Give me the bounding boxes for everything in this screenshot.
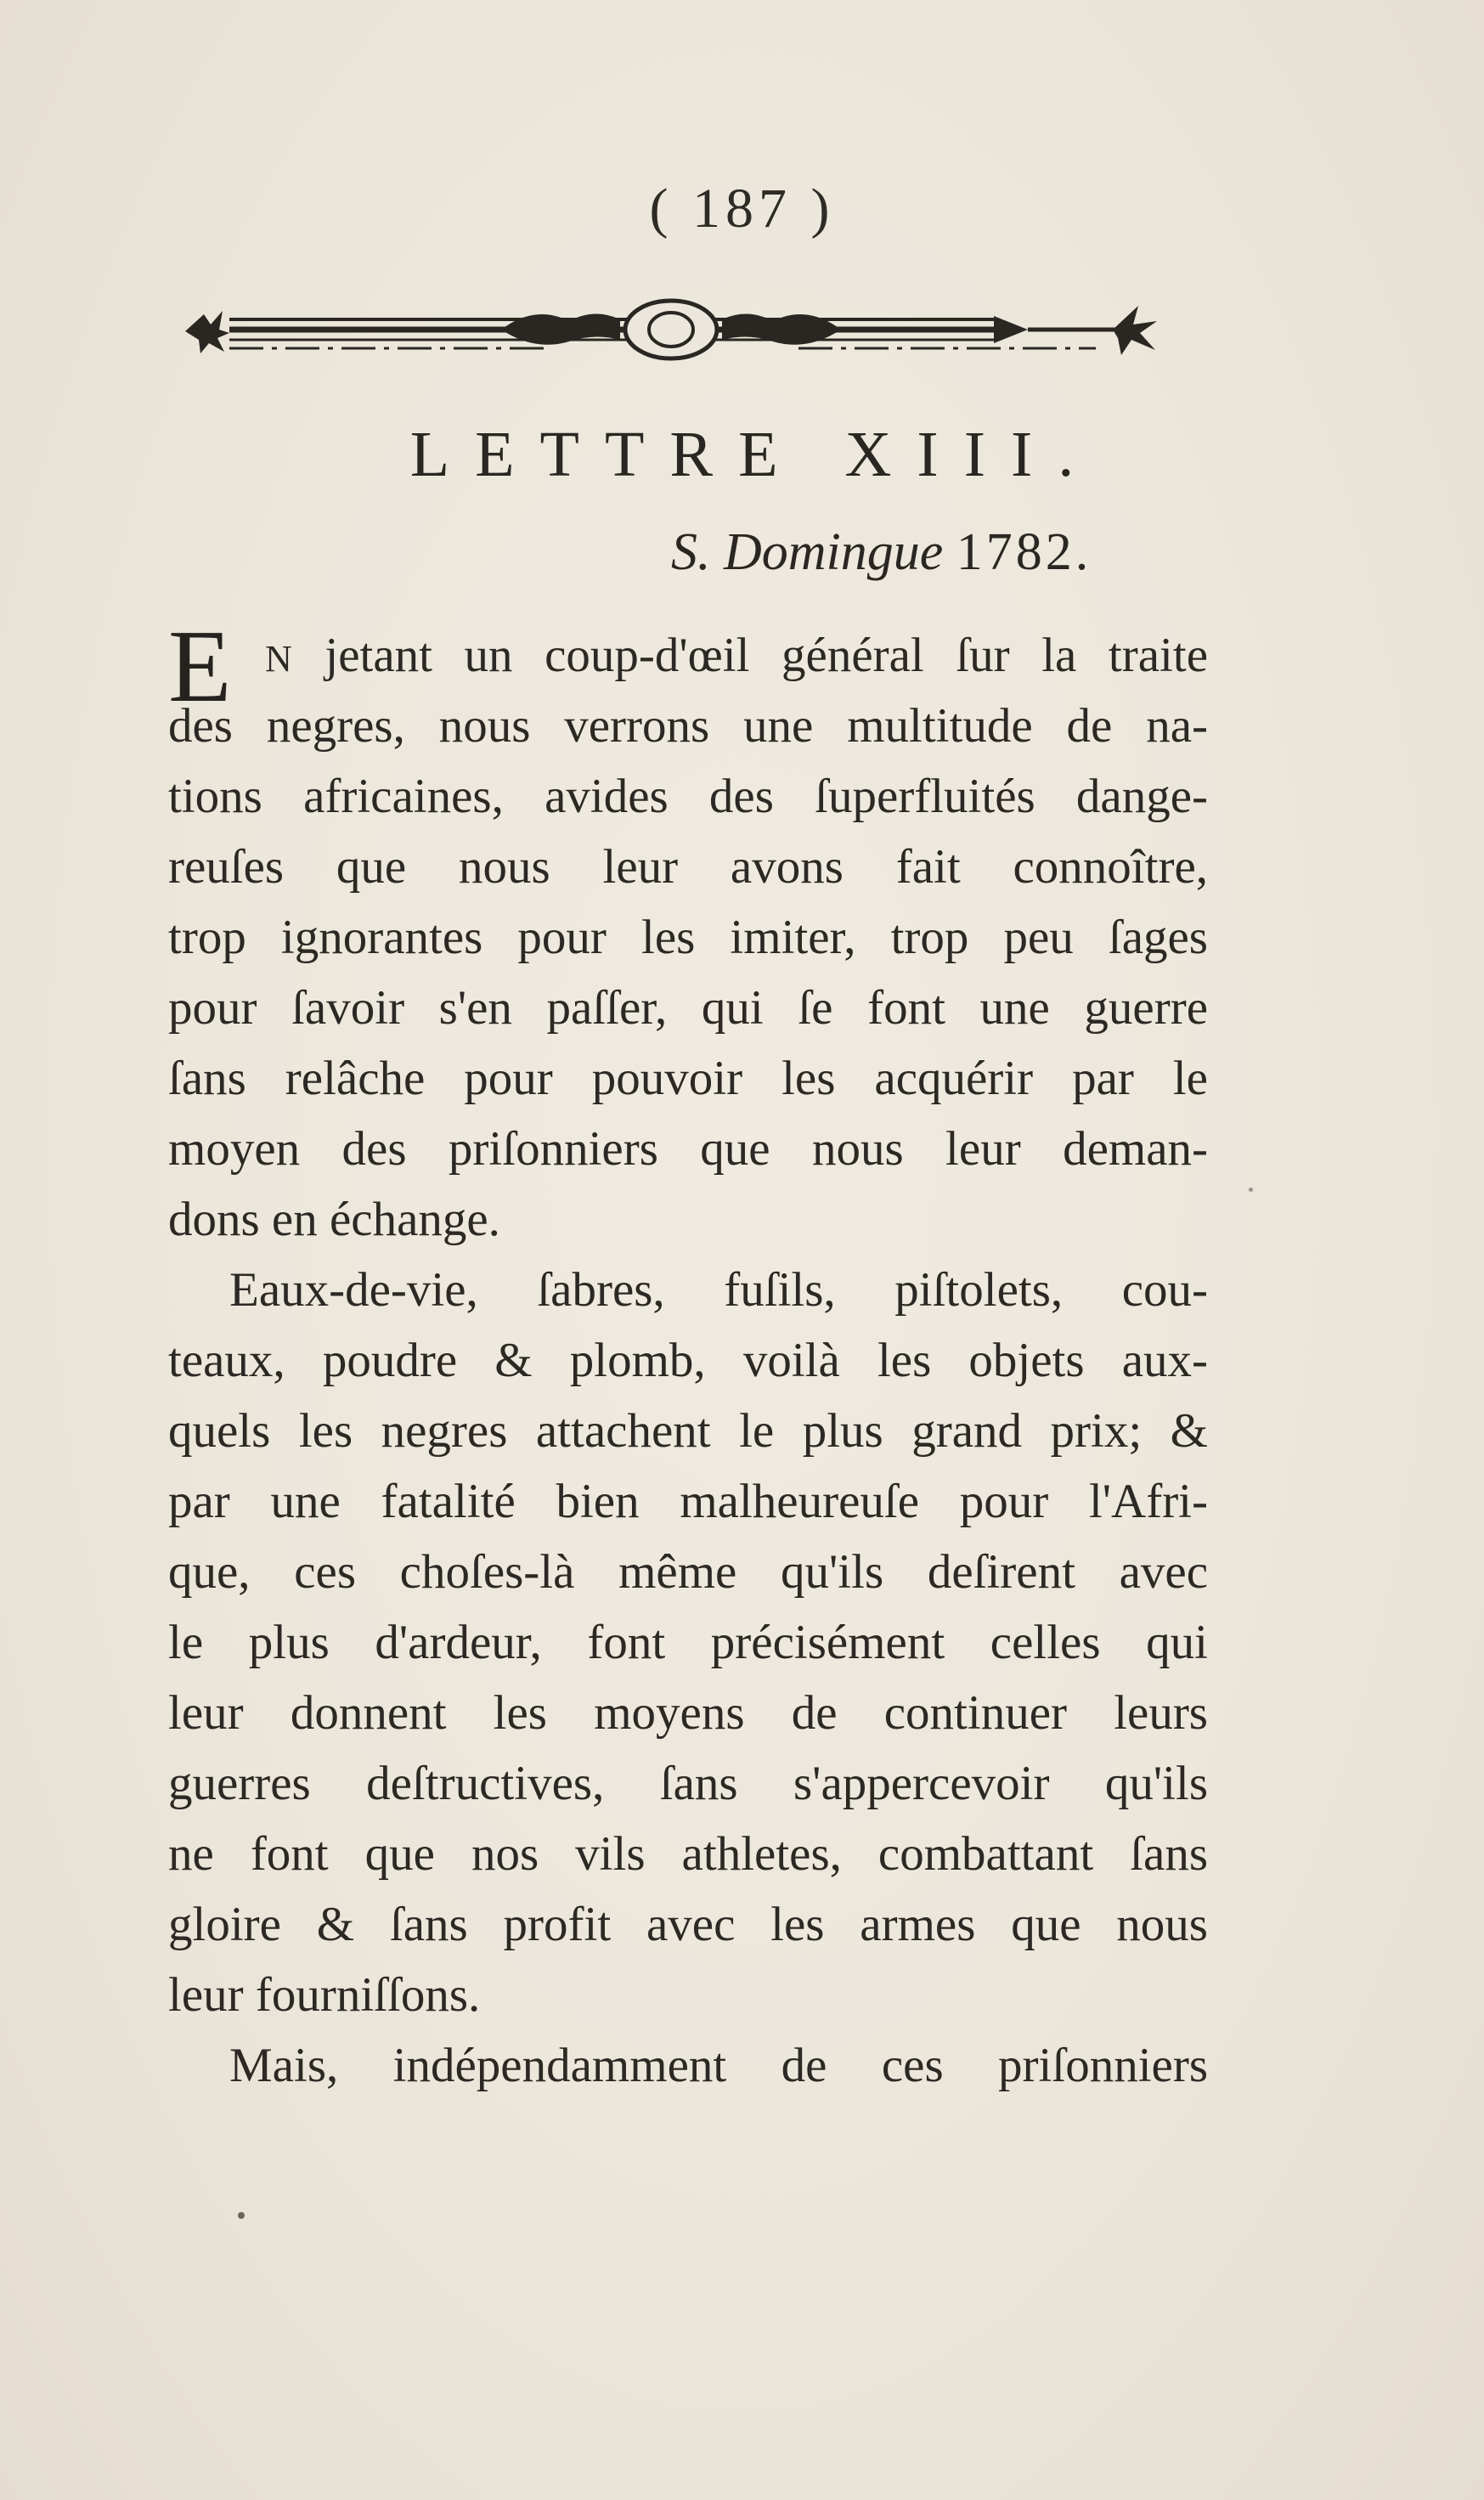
- dateline: [671, 522, 1092, 583]
- text-line: des negres, nous verrons une multitude de na-: [168, 699, 1208, 753]
- text-line: le plus d'ardeur, font précisément celles qui: [168, 1616, 1208, 1669]
- drop-cap: E: [168, 609, 232, 724]
- dateline-year: 1782.: [956, 523, 1092, 581]
- text-line: ne font que nos vils athletes, combattant ſans: [168, 1827, 1208, 1881]
- text-line: par une fatalité bien malheureuſe pour l'Afri-: [168, 1475, 1208, 1528]
- first-word-smallcaps: N: [265, 638, 293, 680]
- text-line: dons en échange.: [168, 1193, 500, 1246]
- text-line: quels les negres attachent le plus grand prix; &: [168, 1404, 1208, 1458]
- paper-speck: [1249, 1188, 1253, 1192]
- text-line: ſans relâche pour pouvoir les acquérir par le: [168, 1052, 1208, 1105]
- text-line: guerres deſtructives, ſans s'appercevoir qu'ils: [168, 1757, 1208, 1810]
- text-line: [168, 609, 1209, 724]
- dateline-place: S. Domingue: [671, 523, 944, 581]
- text-line: trop ignorantes pour les imiter, trop peu ſages: [168, 911, 1208, 964]
- text-line: leur fourniſſons.: [168, 1968, 481, 2022]
- text-line: que, ces choſes-là même qu'ils deſirent avec: [168, 1545, 1208, 1599]
- text-line: teaux, poudre & plomb, voilà les objets aux-: [168, 1334, 1208, 1387]
- text-line: Mais, indépendamment de ces priſonniers: [229, 2039, 1208, 2092]
- text-line: pour ſavoir s'en paſſer, qui ſe font une guerre: [168, 981, 1208, 1035]
- paper-speck: [238, 2212, 245, 2219]
- decorative-ornament-band: [178, 296, 1164, 364]
- text-line: leur donnent les moyens de continuer leurs: [168, 1686, 1208, 1740]
- chapter-title: LETTRE XIII.: [409, 419, 1100, 490]
- page-number: ( 187 ): [649, 178, 835, 240]
- text-line: Eaux-de-vie, ſabres, fuſils, piſtolets, cou-: [229, 1263, 1208, 1317]
- text-line: tions africaines, avides des ſuperfluités dange-: [168, 770, 1208, 823]
- text-line-content: jetant un coup-d'œil général ſur la traite: [324, 629, 1209, 682]
- letter-body: [168, 609, 1209, 2101]
- text-line: moyen des priſonniers que nous leur deman-: [168, 1122, 1208, 1176]
- text-line: gloire & ſans profit avec les armes que nous: [168, 1898, 1208, 1951]
- text-line: reuſes que nous leur avons fait connoître,: [168, 840, 1208, 894]
